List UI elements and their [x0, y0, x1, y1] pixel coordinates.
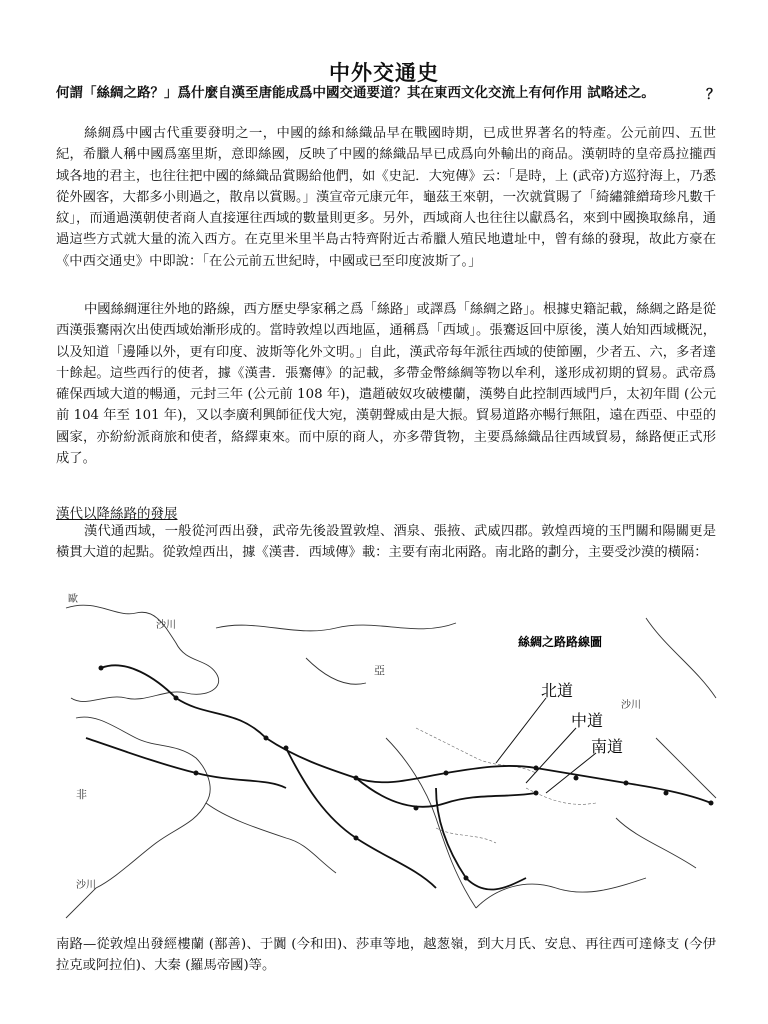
question-heading: 何謂「絲綢之路？」爲什麼自漢至唐能成爲中國交通要道？其在東西文化交流上有何作用 試略述之。 — [56, 85, 655, 101]
section-paragraph: 漢代通西域，一般從河西出發，武帝先後設置敦煌、酒泉、張掖、武威四郡。敦煌西境的玉門關和陽關更是橫貫大道的起點。從敦煌西出，據《漢書．西域傳》載：主要有南北兩路。南北路的劃分，主要受沙漠的橫隔： — [56, 524, 716, 561]
region-label: 非 — [76, 788, 87, 801]
silk-road-map-figure — [56, 588, 721, 933]
map-cities — [99, 666, 714, 881]
region-label: 沙川 — [156, 620, 176, 631]
region-label: 沙川 — [621, 700, 641, 711]
route-label-middle: 中道 — [571, 711, 604, 730]
question-mark: ？ — [706, 87, 720, 103]
map-routes — [86, 665, 711, 889]
closing-paragraph: 南路—從敦煌出發經樓蘭 (鄯善)、于闐 (今和田)、莎車等地，越葱嶺，到大月氏、安息、再往西可達條支 (今伊拉克或阿拉伯)、大秦 (羅馬帝國)等。 — [56, 937, 716, 974]
region-label: 歐 — [68, 594, 78, 605]
route-label-north: 北道 — [541, 681, 574, 700]
map-rivers — [416, 728, 596, 843]
map-coastlines — [66, 605, 716, 918]
map-title: 絲綢之路路線圖 — [518, 635, 603, 649]
paragraph-2: 中國絲綢運往外地的路線，西方歷史學家稱之爲「絲路」或譯爲「絲綢之路」。根據史籍記載，絲綢之路是從西漢張騫兩次出使西域始漸形成的。當時敦煌以西地區，通稱爲「西域」。張騫返回中原後，漢人始知西域概況，以及知道「邊陲以外，更有印度、波斯等化外文明。」自此，漢武帝每年派往西域的使節團，少者五、六，多者達十餘起。這些西行的使者，據《漢書．張騫傳》的記載，多帶金幣絲綢等物以牟利，遂形成初期的貿易。武帝爲確保西域大道的暢通，元封三年 (公元前 108 年)，遣趙破奴攻破樓蘭，漢勢自此控制西域門戶，太初年間 (公元前 104 年至 101 年)，又以李廣利興師征伐大宛，漢朝聲威由是大振。貿易道路亦暢行無阻，遠在西亞、中亞的國家，亦紛紛派商旅和使者，絡繹東來。而中原的商人，亦多帶貨物，主要爲絲織品往西域貿易，絲路便正式形成了。 — [56, 302, 716, 467]
route-label-south: 南道 — [591, 737, 624, 756]
section-heading: 漢代以降絲路的發展 — [56, 506, 178, 522]
region-label: 亞 — [374, 664, 385, 677]
page-title: 中外交通史 — [329, 60, 439, 85]
region-label: 沙川 — [76, 880, 96, 891]
paragraph-1: 絲綢爲中國古代重要發明之一，中國的絲和絲織品早在戰國時期，已成世界著名的特產。公元前四、五世紀，希臘人稱中國爲塞里斯，意即絲國，反映了中國的絲織品早已成爲向外輸出的商品。漢朝時的皇帝爲拉攏西域各地的君主，也往往把中國的絲織品賞賜給他們，如《史記．大宛傳》云：「是時，上 (武帝)方巡狩海上，乃悉從外國客，大都多小則過之，散帛以賞賜。」漢宣帝元康元年，龜茲王來朝，一次就賞賜了「綺繡雜繒琦珍凡數千紋」，而通過漢朝使者商人直接運往西域的數量則更多。另外，西域商人也往往以獻爲名，來到中國換取絲帛，通過這些方式就大量的流入西方。在克里米里半島古特齊附近古希臘人殖民地遺址中，曾有絲的發現，故此方豪在《中西交通史》中即說：「在公元前五世紀時，中國或已至印度波斯了。」 — [56, 126, 716, 269]
silk-road-map — [56, 588, 721, 933]
